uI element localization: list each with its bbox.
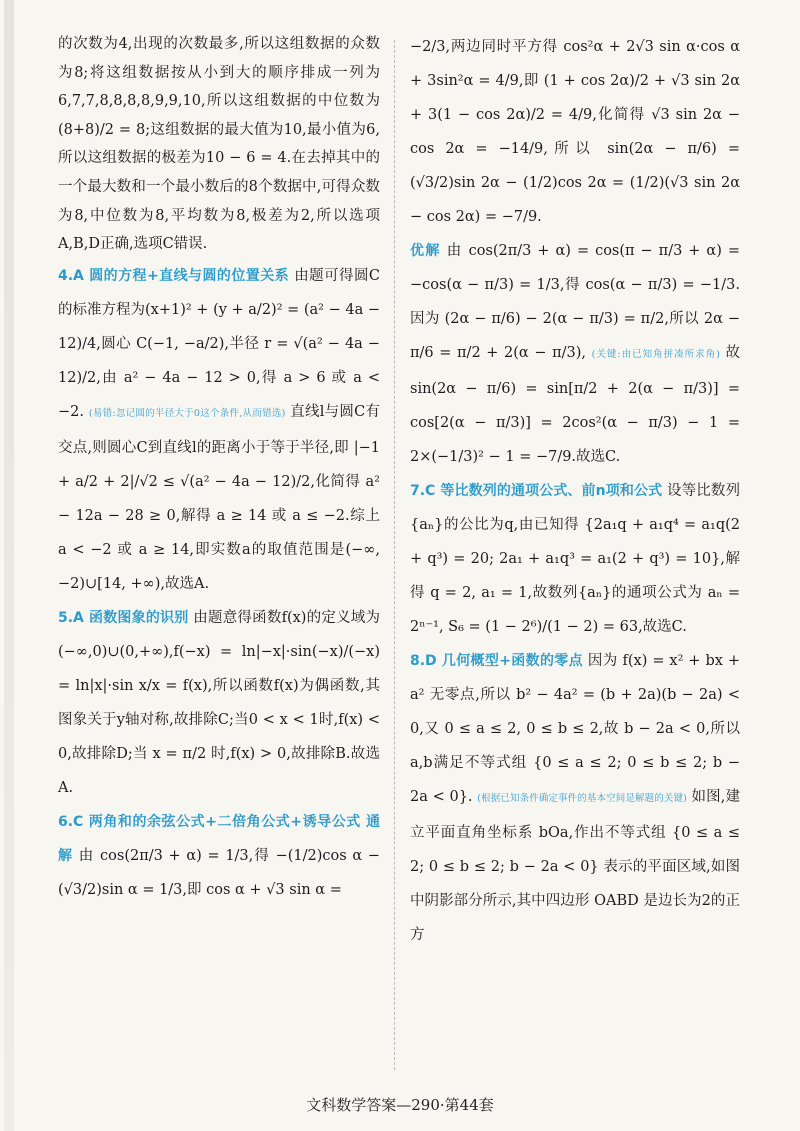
q6-optimal-solution <box>410 234 740 474</box>
q5-heading: 5.A 函数图象的识别 <box>58 609 189 626</box>
q4-hint: (易错:忽记圆的半径大于0这个条件,从而错选) <box>88 407 286 419</box>
q8-text-2: 如图,建立平面直角坐标系 bOa,作出不等式组 {0 ≤ a ≤ 2; 0 ≤ b ≤ 2; b − 2a < 0} 表示的平面区域,如图中阴影部分所示,其中四边形 OABD 是边长为2的正方 <box>410 789 741 943</box>
left-column <box>58 30 380 907</box>
q7-heading: 7.C 等比数列的通项公式、前n项和公式 <box>410 483 663 499</box>
q4-heading: 4.A 圆的方程+直线与圆的位置关系 <box>58 267 290 284</box>
q6-text-2: 由 cos(2π/3 + α) = cos(π − π/3 + α) = −cos(α − π/3) = 1/3,得 cos(α − π/3) = −1/3.因为 (2α − π/6) − 2(α − π/3) = π/2,所以 2α − π/6 = π/2 + 2(α − π/3), <box>410 243 741 361</box>
right-column <box>410 30 740 952</box>
q8-heading: 8.D 几何概型+函数的零点 <box>410 653 583 669</box>
binding-edge <box>4 0 14 1131</box>
column-divider <box>394 40 395 1070</box>
q6-optimal-label: 优解 <box>410 243 441 259</box>
q7-solution <box>410 474 740 644</box>
q6-hint: (关键:由已知角拼凑所求角) <box>591 349 720 360</box>
page-footer: 文科数学答案—290·第44套 <box>306 1096 494 1114</box>
q5-text: 由题意得函数f(x)的定义域为(−∞,0)∪(0,+∞),f(−x) = ln|−x|·sin(−x)/(−x) = ln|x|·sin x/x = f(x),所以函数f(x)为偶函数,其图象关于y轴对称,故排除C;当0 < x < 1时,f(x) < 0,故排除D;当 x = π/2 时,f(x) > 0,故排除B.故选A. <box>58 609 380 796</box>
q8-hint: (根据已知条件确定事件的基本空间是解题的关键) <box>477 793 687 804</box>
q6-text-3: 故 sin(2α − π/6) = sin[π/2 + 2(α − π/3)] = cos[2(α − π/3)] = 2cos²(α − π/3) − 1 = 2×(−1/3)² − 1 = −7/9.故选C. <box>410 345 741 465</box>
q8-solution <box>410 644 740 952</box>
q4-text-2: 直线l与圆C有交点,则圆心C到直线l的距离小于等于半径,即 |−1 + a/2 + 2|/√2 ≤ √(a² − 4a − 12)/2,化简得 a² − 12a − 28 ≥ 0,解得 a ≥ 14 或 a ≤ −2.综上 a < −2 或 a ≥ 14,即实数a的取值范围是(−∞, −2)∪[14, +∞),故选A. <box>58 403 380 592</box>
q4-text-1: 由题可得圆C的标准方程为(x+1)² + (y + a/2)² = (a² − 4a − 12)/4,圆心 C(−1, −a/2),半径 r = √(a² − 4a − 12)/2,由 a² − 4a − 12 > 0,得 a > 6 或 a < −2. <box>58 267 381 420</box>
q8-text-1: 因为 f(x) = x² + bx + a² 无零点,所以 b² − 4a² = (b + 2a)(b − 2a) < 0,又 0 ≤ a ≤ 2, 0 ≤ b ≤ 2,故 b − 2a < 0,所以a,b满足不等式组 {0 ≤ a ≤ 2; 0 ≤ b ≤ 2; b − 2a < 0}. <box>410 653 741 805</box>
q6-general-solution-label: 通解 <box>58 813 381 864</box>
q3-continuation: 的次数为4,出现的次数最多,所以这组数据的众数为8;将这组数据按从小到大的顺序排成一列为6,7,7,8,8,8,8,9,9,10,所以这组数据的中位数为 (8+8)/2 = 8;这组数据的最大值为10,最小值为6,所以这组数据的极差为10 − 6 = 4.在去掉其中的一个最大数和一个最小数后的8个数据中,可得众数为8,中位数为8,平均数为8,极差为2,所以选项A,B,D正确,选项C错误. <box>58 36 380 253</box>
q7-text: 设等比数列{aₙ}的公比为q,由已知得 {2a₁q + a₁q⁴ = a₁q(2 + q³) = 20; 2a₁ + a₁q³ = a₁(2 + q³) = 10},解得 q = 2, a₁ = 1,故数列{aₙ}的通项公式为 aₙ = 2ⁿ⁻¹, S₆ = (1 − 2⁶)/(1 − 2) = 63,故选C. <box>410 483 740 635</box>
q6-continuation: −2/3,两边同时平方得 cos²α + 2√3 sin α·cos α + 3sin²α = 4/9,即 (1 + cos 2α)/2 + √3 sin 2α + 3(1 − cos 2α)/2 = 4/9,化简得 √3 sin 2α − cos 2α = −14/9,所以 sin(2α − π/6) = (√3/2)sin 2α − (1/2)cos 2α = (1/2)(√3 sin 2α − cos 2α) = −7/9. <box>410 39 740 225</box>
q5-solution <box>58 601 380 805</box>
q6-solution-start <box>58 805 380 907</box>
q6-text-1: 由 cos(2π/3 + α) = 1/3,得 −(1/2)cos α − (√3/2)sin α = 1/3,即 cos α + √3 sin α = <box>58 847 380 898</box>
q4-solution <box>58 259 380 601</box>
q6-heading: 6.C 两角和的余弦公式+二倍角公式+诱导公式 <box>58 813 361 830</box>
